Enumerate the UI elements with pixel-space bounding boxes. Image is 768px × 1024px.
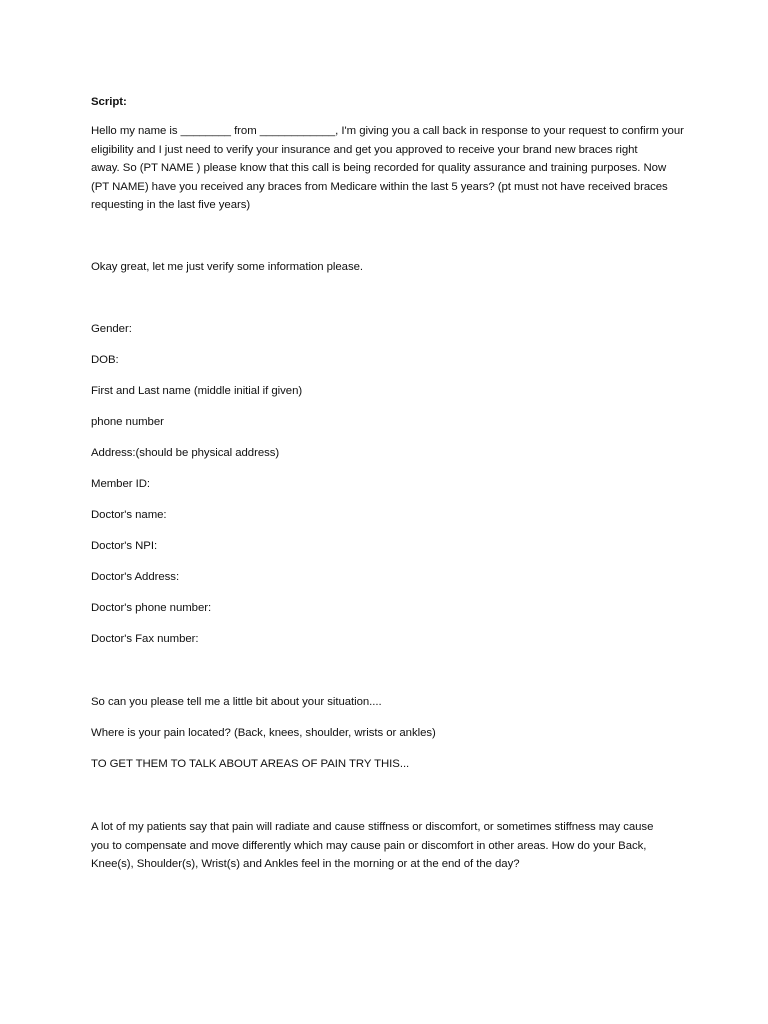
pain-location-line: Where is your pain located? (Back, knees, shoulder, wrists or ankles) (91, 727, 436, 739)
verify-line: Okay great, let me just verify some information please. (91, 261, 364, 273)
intro-line: eligibility and I just need to verify your insurance and get you approved to receive your brand new braces right (91, 143, 638, 156)
field-doctor-address: Doctor's Address: (91, 571, 180, 583)
closing-line: you to compensate and move differently which may cause pain or discomfort in other areas. How do your Back, (91, 839, 647, 852)
field-member-id: Member ID: (91, 478, 150, 490)
closing-paragraph (91, 818, 691, 874)
closing-line: A lot of my patients say that pain will radiate and cause stiffness or discomfort, or sometimes stiffness may cause (91, 821, 654, 833)
intro-line: requesting in the last five years) (91, 199, 251, 211)
intro-paragraph (91, 122, 691, 215)
intro-line: (PT NAME) have you received any braces from Medicare within the last 5 years? (pt must not have received braces (91, 180, 668, 193)
field-address: Address:(should be physical address) (91, 447, 280, 459)
field-dob: DOB: (91, 354, 119, 366)
script-heading: Script: (91, 96, 127, 108)
field-doctor-name: Doctor's name: (91, 509, 167, 521)
field-phone: phone number (91, 416, 164, 428)
field-doctor-npi: Doctor's NPI: (91, 540, 158, 552)
field-doctor-fax: Doctor's Fax number: (91, 633, 199, 645)
field-name: First and Last name (middle initial if given) (91, 385, 303, 397)
situation-line: So can you please tell me a little bit about your situation.... (91, 696, 382, 708)
instruction-line: TO GET THEM TO TALK ABOUT AREAS OF PAIN TRY THIS... (91, 758, 410, 770)
field-doctor-phone: Doctor's phone number: (91, 602, 212, 614)
closing-line: Knee(s), Shoulder(s), Wrist(s) and Ankles feel in the morning or at the end of the day? (91, 858, 520, 870)
intro-line: Hello my name is ________ from ____________, I'm giving you a call back in response to your request to confirm your (91, 125, 684, 137)
intro-line: away. So (PT NAME ) please know that this call is being recorded for quality assurance and training purposes. Now (91, 162, 667, 174)
field-gender: Gender: (91, 323, 132, 335)
